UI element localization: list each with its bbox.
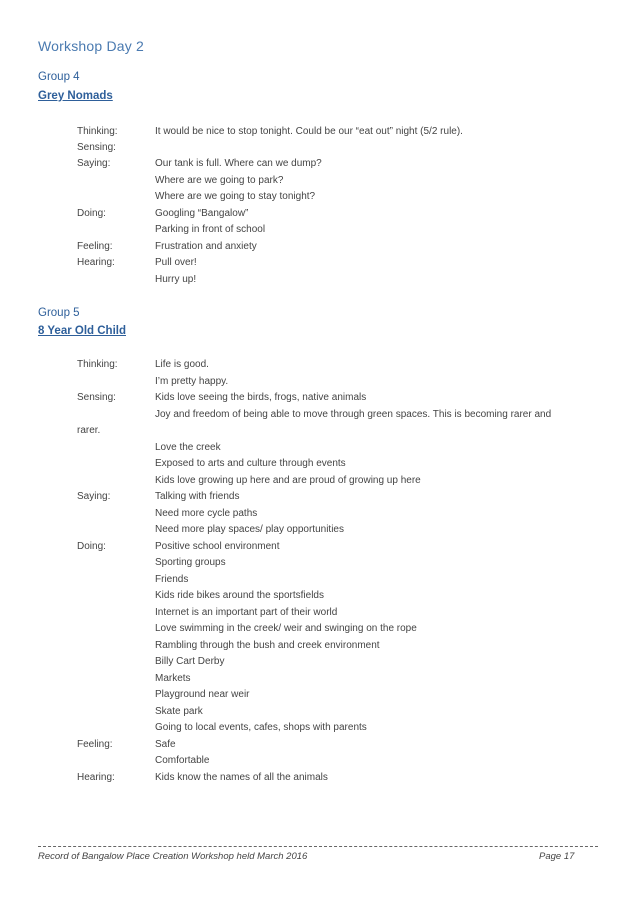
- g5-hearing-label: Hearing:: [77, 772, 115, 783]
- g4-sensing-label: Sensing:: [77, 142, 116, 153]
- group-4-name: Grey Nomads: [38, 90, 113, 102]
- g5-doing-5: Internet is an important part of their world: [155, 607, 338, 618]
- g4-saying-1: Our tank is full. Where can we dump?: [155, 158, 322, 169]
- g4-doing-1: Googling “Bangalow”: [155, 208, 249, 219]
- g5-doing-11: Skate park: [155, 706, 203, 717]
- g4-saying-label: Saying:: [77, 158, 111, 169]
- g4-saying-3: Where are we going to stay tonight?: [155, 191, 316, 202]
- g5-feeling-1: Safe: [155, 739, 176, 750]
- g4-doing-label: Doing:: [77, 208, 106, 219]
- g5-doing-12: Going to local events, cafes, shops with parents: [155, 722, 367, 733]
- page-title: Workshop Day 2: [38, 38, 145, 54]
- g4-hearing-label: Hearing:: [77, 257, 115, 268]
- g5-thinking-2: I’m pretty happy.: [155, 376, 229, 387]
- g5-doing-10: Playground near weir: [155, 689, 250, 700]
- g5-doing-2: Sporting groups: [155, 557, 226, 568]
- footer-document-title: Record of Bangalow Place Creation Workshop held March 2016: [38, 851, 308, 862]
- footer-divider: [38, 846, 598, 847]
- g5-feeling-2: Comfortable: [155, 755, 210, 766]
- g5-doing-3: Friends: [155, 574, 189, 585]
- g5-feeling-label: Feeling:: [77, 739, 113, 750]
- group-5-label: Group 5: [38, 307, 80, 319]
- g5-doing-8: Billy Cart Derby: [155, 656, 225, 667]
- g5-doing-6: Love swimming in the creek/ weir and swinging on the rope: [155, 623, 417, 634]
- g5-saying-1: Talking with friends: [155, 491, 240, 502]
- g5-saying-3: Need more play spaces/ play opportunities: [155, 524, 344, 535]
- g4-thinking-1: It would be nice to stop tonight. Could be our “eat out” night (5/2 rule).: [155, 126, 463, 137]
- g5-saying-label: Saying:: [77, 491, 111, 502]
- g5-sensing-2: Joy and freedom of being able to move through green spaces. This is becoming rarer and: [155, 409, 552, 420]
- g5-sensing-1: Kids love seeing the birds, frogs, native animals: [155, 392, 367, 403]
- g5-doing-9: Markets: [155, 673, 191, 684]
- group-4-label: Group 4: [38, 71, 80, 83]
- g5-thinking-1: Life is good.: [155, 359, 209, 370]
- footer-page-number: Page 17: [539, 851, 575, 862]
- g5-doing-label: Doing:: [77, 541, 106, 552]
- g5-doing-7: Rambling through the bush and creek environment: [155, 640, 380, 651]
- g4-saying-2: Where are we going to park?: [155, 175, 284, 186]
- g4-thinking-label: Thinking:: [77, 126, 118, 137]
- g4-hearing-1: Pull over!: [155, 257, 197, 268]
- g5-sensing-label: Sensing:: [77, 392, 116, 403]
- g5-sensing-3: Love the creek: [155, 442, 221, 453]
- group-5-name: 8 Year Old Child: [38, 325, 126, 337]
- g5-sensing-5: Kids love growing up here and are proud of growing up here: [155, 475, 421, 486]
- g5-hearing-1: Kids know the names of all the animals: [155, 772, 328, 783]
- g4-doing-2: Parking in front of school: [155, 224, 266, 235]
- g5-sensing-2-wrap: rarer.: [77, 425, 101, 436]
- g5-doing-1: Positive school environment: [155, 541, 280, 552]
- g5-saying-2: Need more cycle paths: [155, 508, 258, 519]
- g5-sensing-4: Exposed to arts and culture through events: [155, 458, 346, 469]
- g5-thinking-label: Thinking:: [77, 359, 118, 370]
- g5-doing-4: Kids ride bikes around the sportsfields: [155, 590, 324, 601]
- g4-hearing-2: Hurry up!: [155, 274, 197, 285]
- g4-feeling-label: Feeling:: [77, 241, 113, 252]
- g4-feeling-1: Frustration and anxiety: [155, 241, 257, 252]
